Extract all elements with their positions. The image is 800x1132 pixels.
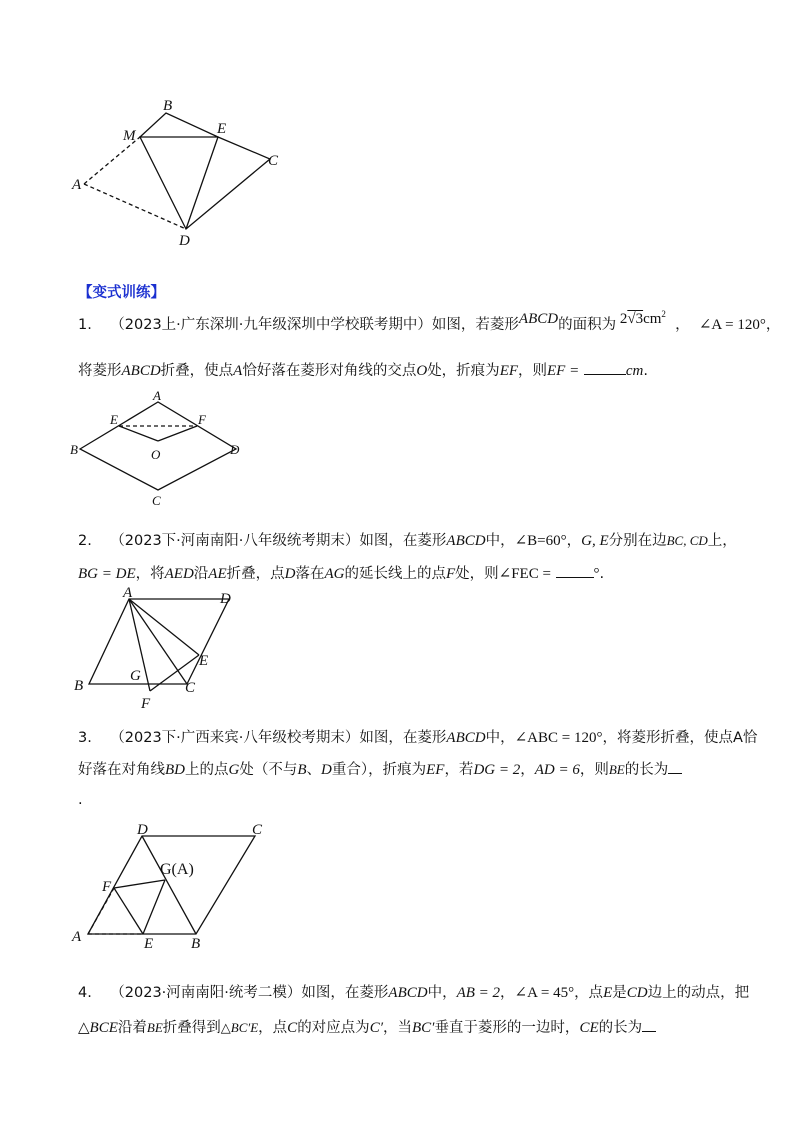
label-D: D bbox=[137, 822, 148, 838]
figure-rhombus-1 bbox=[68, 386, 248, 516]
text: 恰好落在菱形对角线的交点 bbox=[242, 363, 417, 379]
var-b: B bbox=[297, 762, 307, 778]
problem-source: （2023下·河南南阳·八年级统考期末） bbox=[110, 533, 360, 549]
figure-fold-quadrilateral bbox=[60, 90, 300, 260]
var-abcd: ABCD bbox=[388, 985, 428, 1001]
area-rad: 3 bbox=[635, 311, 644, 327]
area-coef: 2 bbox=[619, 311, 628, 327]
var-abcd: ABCD bbox=[518, 311, 559, 327]
label-M: M bbox=[123, 128, 136, 144]
eq-ab: AB = 2 bbox=[456, 985, 501, 1001]
text: 如图，若菱形 bbox=[431, 317, 519, 333]
var-f: F bbox=[445, 566, 456, 582]
problem-2: 2. （2023下·河南南阳·八年级统考期末）如图，在菱形ABCD中，∠B=60°，G, E分别在边BC, CD上， BG = DE，将AED沿AE折叠，点D落在AG的延长线上的点F处，则∠FEC = °. bbox=[78, 533, 737, 582]
area-exp: 2 bbox=[661, 309, 666, 319]
problem-number: 4. bbox=[78, 985, 92, 1001]
text: 沿 bbox=[193, 566, 209, 582]
var-ag: AG bbox=[324, 566, 345, 582]
degree: ° bbox=[593, 566, 600, 582]
eq-bg-de: BG = DE bbox=[78, 566, 136, 582]
text: ，点 bbox=[574, 985, 604, 1001]
text: ，点 bbox=[258, 1020, 288, 1036]
area-expression: $2√3cm^2$ bbox=[619, 309, 666, 327]
figure-rhombus-3 bbox=[68, 815, 288, 950]
var-aed: AED bbox=[164, 566, 194, 582]
problem-source: （2023·河南南阳·统考二模） bbox=[110, 985, 302, 1001]
text: 的对应点为 bbox=[297, 1020, 370, 1036]
text: ， bbox=[500, 985, 515, 1001]
var-abcd: ABCD bbox=[121, 363, 161, 379]
problem-3 bbox=[78, 728, 758, 808]
var-be: BE bbox=[608, 762, 625, 777]
problem-1: 1. （2023上·广东深圳·九年级深圳中学校联考期中）如图，若菱形ABCD的面积为 $2√3cm^2$ ， ∠A = 120°， 将菱形ABCD折叠，使点A恰好落在菱形对角线的交点O处，折痕为EF，则EF = cm. bbox=[78, 309, 781, 379]
problem-source: （2023上·广东深圳·九年级深圳中学校联考期中） bbox=[110, 317, 432, 333]
label-G-A: G(A) bbox=[160, 861, 194, 878]
text: 折叠，点 bbox=[226, 566, 285, 582]
text: ，将菱形折叠，使点A恰 bbox=[602, 730, 758, 746]
text: 的面积为 bbox=[558, 317, 617, 333]
text: 的长为 bbox=[598, 1020, 643, 1036]
text: 、 bbox=[306, 762, 322, 778]
angle-a: ∠A = 120° bbox=[698, 317, 766, 333]
var-e: E bbox=[603, 985, 613, 1001]
text: 处（不与 bbox=[239, 762, 298, 778]
label-C: C bbox=[252, 822, 263, 838]
text: 如图，在菱形 bbox=[359, 730, 447, 746]
label-E: E bbox=[199, 653, 209, 669]
text: ， bbox=[520, 762, 535, 778]
var-cd: CD bbox=[626, 985, 648, 1001]
area-unit: cm bbox=[643, 311, 662, 327]
answer-blank[interactable] bbox=[556, 563, 594, 578]
text: 如图，在菱形 bbox=[359, 533, 447, 549]
label-A: A bbox=[72, 177, 82, 193]
text: ，将 bbox=[135, 566, 165, 582]
label-E: E bbox=[144, 936, 154, 952]
text: 如图，在菱形 bbox=[301, 985, 389, 1001]
label-A: A bbox=[123, 585, 133, 601]
angle-abc: ∠ABC = 120° bbox=[514, 730, 603, 746]
label-B: B bbox=[74, 678, 84, 694]
answer-blank[interactable] bbox=[584, 360, 626, 375]
text-period: . bbox=[78, 792, 83, 808]
answer-blank[interactable] bbox=[668, 759, 682, 774]
text: 重合），折痕为 bbox=[331, 762, 427, 778]
problem-number: 1. bbox=[78, 317, 92, 333]
angle-a: ∠A = 45° bbox=[514, 985, 575, 1001]
var-d: D bbox=[284, 566, 296, 582]
answer-blank[interactable] bbox=[642, 1017, 656, 1032]
text: 折叠，使点 bbox=[160, 363, 234, 379]
text: 垂直于菱形的一边时， bbox=[434, 1020, 580, 1036]
var-ce: CE bbox=[579, 1020, 599, 1036]
figure-rhombus-2 bbox=[68, 583, 248, 713]
label-C: C bbox=[268, 153, 279, 169]
angle-b: ∠B=60° bbox=[514, 533, 567, 549]
var-bd: BD bbox=[165, 762, 185, 778]
label-G: G bbox=[130, 668, 141, 684]
text: 中， bbox=[485, 533, 515, 549]
text: 好落在对角线 bbox=[78, 762, 165, 778]
var-bc-cd: BC, CD bbox=[666, 533, 708, 548]
label-E: E bbox=[217, 121, 227, 137]
text: 沿着 bbox=[117, 1020, 147, 1036]
label-C: C bbox=[185, 680, 196, 696]
label-O: O bbox=[151, 447, 161, 462]
label-F: F bbox=[198, 412, 206, 427]
label-B: B bbox=[163, 98, 173, 114]
label-D: D bbox=[220, 591, 231, 607]
text: 中， bbox=[427, 985, 457, 1001]
text: ，则 bbox=[518, 363, 548, 379]
text: 的长为 bbox=[624, 762, 669, 778]
label-B: B bbox=[70, 442, 78, 457]
var-be: BE bbox=[146, 1020, 163, 1035]
text: 处，折痕为 bbox=[427, 363, 500, 379]
label-D: D bbox=[179, 233, 190, 249]
tri-bc-prime-e: △BC′E bbox=[220, 1020, 259, 1035]
var-ef: EF bbox=[499, 363, 519, 379]
var-bc-prime: BC′ bbox=[411, 1020, 435, 1036]
var-g-e: G, E bbox=[581, 533, 609, 549]
var-ae: AE bbox=[208, 566, 227, 582]
text: ，当 bbox=[382, 1020, 412, 1036]
text: 是 bbox=[612, 985, 627, 1001]
label-F: F bbox=[102, 879, 112, 895]
problem-4 bbox=[78, 983, 750, 1053]
var-abcd: ABCD bbox=[446, 730, 486, 746]
var-ef: EF bbox=[426, 762, 445, 778]
tri-bce: △BCE bbox=[78, 1020, 118, 1036]
text: 边上的动点，把 bbox=[647, 985, 750, 1001]
var-abcd: ABCD bbox=[446, 533, 486, 549]
var-o: O bbox=[416, 363, 428, 379]
text: 上， bbox=[707, 533, 737, 549]
text: 折叠得到 bbox=[162, 1020, 221, 1036]
text: 的延长线上的点 bbox=[344, 566, 446, 582]
text: 上的点 bbox=[185, 762, 229, 778]
text: 分别在边 bbox=[608, 533, 667, 549]
unit-cm: cm bbox=[625, 363, 644, 379]
text: 落在 bbox=[295, 566, 325, 582]
eq-ad: AD = 6 bbox=[534, 762, 580, 778]
var-c-prime: C′ bbox=[369, 1020, 383, 1036]
label-A: A bbox=[153, 388, 161, 403]
problem-number: 2. bbox=[78, 533, 92, 549]
text: ，则 bbox=[579, 762, 609, 778]
section-heading: 【变式训练】 bbox=[78, 285, 165, 301]
text: 处，则 bbox=[455, 566, 499, 582]
label-C: C bbox=[152, 493, 161, 508]
var-g: G bbox=[228, 762, 240, 778]
problem-number: 3. bbox=[78, 730, 92, 746]
var-c: C bbox=[287, 1020, 298, 1036]
label-A: A bbox=[72, 929, 82, 945]
ef-eq: EF = bbox=[547, 363, 580, 379]
label-E: E bbox=[110, 412, 118, 427]
text: ，若 bbox=[444, 762, 474, 778]
text: 将菱形 bbox=[78, 363, 122, 379]
label-D: D bbox=[230, 442, 240, 457]
angle-fec: ∠FEC = bbox=[498, 566, 551, 582]
eq-dg: DG = 2 bbox=[473, 762, 521, 778]
label-B: B bbox=[191, 936, 201, 952]
var-d: D bbox=[321, 762, 332, 778]
problem-source: （2023下·广西来宾·八年级校考期末） bbox=[110, 730, 360, 746]
label-F: F bbox=[141, 696, 151, 712]
text: 中， bbox=[485, 730, 515, 746]
var-a: A bbox=[233, 363, 243, 379]
